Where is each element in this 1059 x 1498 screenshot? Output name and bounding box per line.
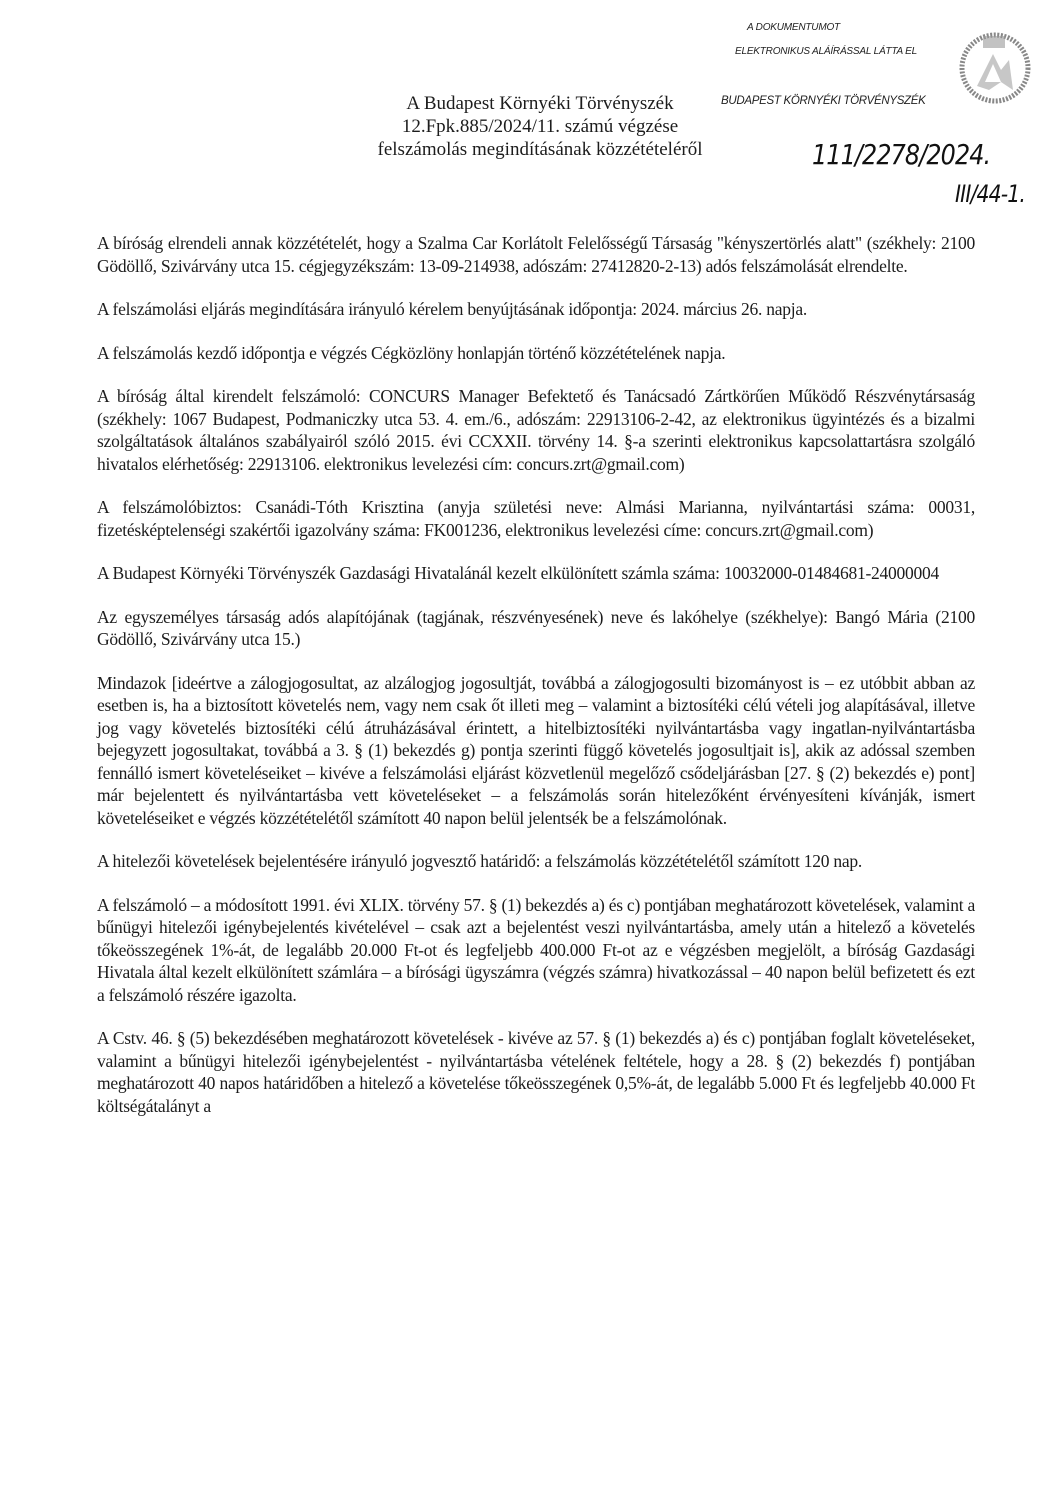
document-body — [97, 232, 975, 1138]
handwritten-file-number: 111/2278/2024. — [812, 138, 991, 171]
title-case-number: 12.Fpk.885/2024/11. számú végzése — [401, 116, 679, 137]
paragraph-deadline: A hitelezői követelések bejelentésére irányuló jogvesztő határidő: a felszámolás közzétételétől számított 120 nap. — [97, 851, 863, 871]
paragraph-cstv-claims: A Cstv. 46. § (5) bekezdésében meghatározott követelések - kivéve az 57. § (1) bekezdés a) és c) pontjában foglalt követeléseket, valamint a bűnügyi hitelezői igénybejelentést - nyilvántartásba vételének feltétele, hogy a 28. § (2) bekezdés f) pontjában meghatározott 40 napos határidőben a hitelező a követelése tőkeösszegének 0,5%-át, de legalább 5.000 Ft és legfeljebb 40.000 Ft költségátalányt a — [97, 1028, 975, 1116]
paragraph-order: A bíróság elrendeli annak közzétételét, hogy a Szalma Car Korlátolt Felelősségű Társaság "kényszertörlés alatt" (székhely: 2100 Gödöllő, Szivárvány utca 15. cégjegyzékszám: 13-09-214938, adószám: 27412820-2-13) adós felszámolását elrendelte. — [97, 233, 975, 276]
stamp-line-1: A DOKUMENTUMOT — [747, 22, 840, 33]
paragraph-registration-fee: A felszámoló – a módosított 1991. évi XLIX. törvény 57. § (1) bekezdés a) és c) pontjában meghatározott követelések, valamint a bűnügyi hitelezői igénybejelentés kivételével – csak azt a bejelentést veszi nyilvántartásba, amely után a hitelező a követelés tőkeösszegének 1%-át, de legalább 20.000 Ft-ot és legfeljebb 400.000 Ft-ot az e végzésben megjelölt, a bíróság Gazdasági Hivatala által kezelt elkülönített számlára – a bírósági ügyszámra (végzés számra) hivatkozással – 40 napon belül befizetett és ezt a felszámoló részére igazolta. — [97, 894, 975, 1005]
paragraph-founder: Az egyszemélyes társaság adós alapítójának (tagjának, részvényesének) neve és lakóhelye (székhelye): Bangó Mária (2100 Gödöllő, Szivárvány utca 15.) — [97, 606, 975, 649]
handwritten-sub-number: III/44-1. — [955, 180, 1026, 208]
paragraph-liquidator: A bíróság által kirendelt felszámoló: CONCURS Manager Befektető és Tanácsadó Zártkörűen Működő Részvénytársaság (székhely: 1067 Budapest, Podmaniczky utca 53. 4. em./6., adószám: 22913106-2-42, az elektronikus ügyintézés és a bizalmi szolgáltatások általános szabályairól szóló 2015. évi CCXXII. törvény 14. §-a szerinti elektronikus kapcsolattartásra szolgáló hivatalos elérhetőség: 22913106. elektronikus levelezési cím: concurs.zrt@gmail.com) — [97, 386, 975, 474]
stamp-line-2: ELEKTRONIKUS ALÁÍRÁSSAL LÁTTA EL — [735, 46, 918, 57]
title-subject: felszámolás megindításának közzétételéről — [377, 139, 703, 160]
title-court: A Budapest Környéki Törvényszék — [406, 93, 674, 114]
scan-footer-marks — [0, 1478, 1059, 1486]
paragraph-account-number: A Budapest Környéki Törvényszék Gazdasági Hivatalánál kezelt elkülönített számla száma: 10032000-01484681-24000004 — [97, 563, 940, 583]
document-title — [340, 92, 740, 161]
paragraph-start-date: A felszámolás kezdő időpontja e végzés Cégközlöny honlapján történő közzétételének napja. — [97, 342, 726, 363]
paragraph-request-date: A felszámolási eljárás megindítására irányuló kérelem benyújtásának időpontja: 2024. március 26. napja. — [97, 299, 807, 319]
paragraph-liquidation-commissioner: A felszámolóbiztos: Csanádi-Tóth Krisztina (anyja születési neve: Almási Marianna, nyilvántartási száma: 00031, fizetésképtelenségi szakértői igazolvány száma: FK001236, elektronikus levelezési címe: concurs.zrt@gmail.com) — [97, 497, 975, 540]
paragraph-creditors-notice: Mindazok [ideértve a zálogjogosultat, az alzálogjog jogosultját, továbbá a zálogjogosulti bizományost is – ez utóbbit abban az esetben is, ha a biztosított követelés nem, vagy nem csak őt illeti meg – valamint a biztosítéki célú vételi jog alapításával, illetve jog vagy követelés biztosítéki célú átruházásával érintett, a hitelbiztosítéki nyilvántartásba vagy ingatlan-nyilvántartásba bejegyzett jogosultakat, továbbá a 3. § (1) bekezdés g) pontja szerinti függő követelés jogosultjait is], akik az adóssal szemben fennálló ismert követeléseiket – kivéve a felszámolási eljárást közvetlenül megelőző csődeljárásban [27. § (2) bekezdés e) pont] már bejelentett és nyilvántartásba vett követeléseket – a felszámolás során hitelezőként érvényesíteni kívánják, ismert követeléseiket e végzés közzétételétől számított 40 napon belül jelentsék be a felszámolónak. — [97, 672, 975, 828]
court-seal-icon — [957, 30, 1033, 106]
court-name-stamp: BUDAPEST KÖRNYÉKI TÖRVÉNYSZÉK — [721, 95, 926, 107]
